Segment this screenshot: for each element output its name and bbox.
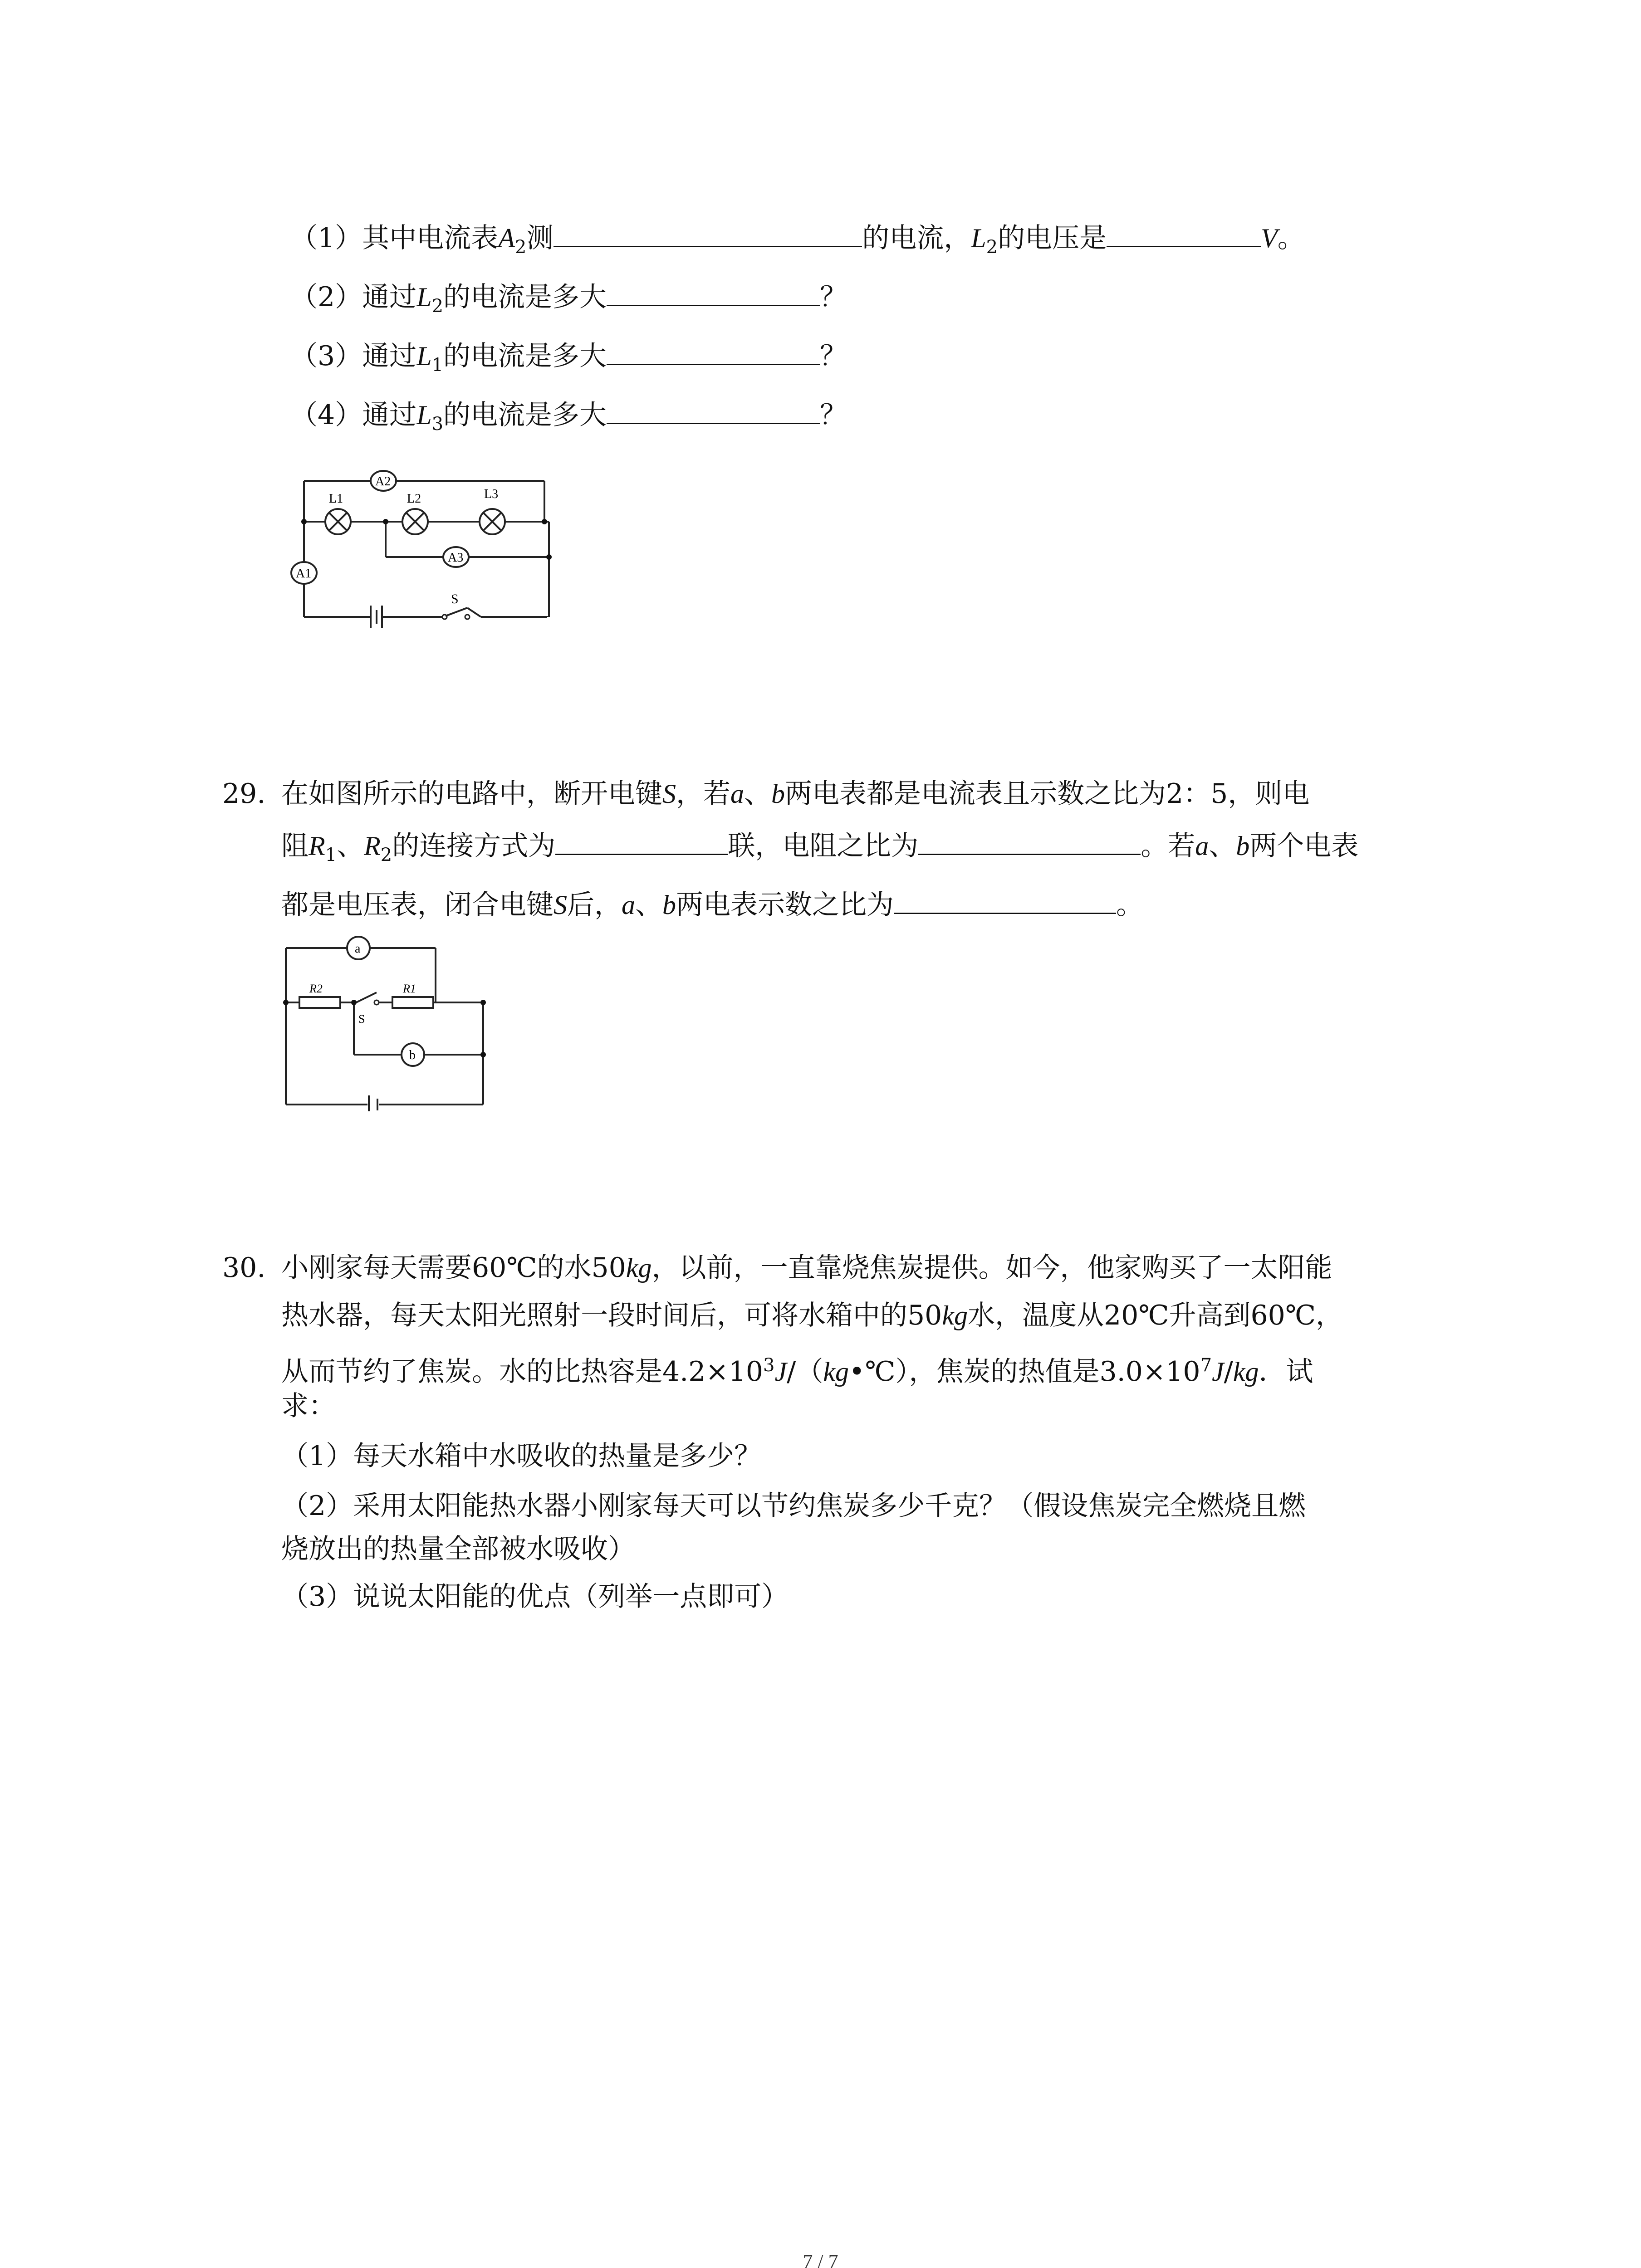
answer-blank-l3-current[interactable] <box>607 395 820 424</box>
q28-part1: （1）其中电流表$A_2$测 的电流，$L_2$的电压是 V。 <box>290 218 1305 265</box>
ammeter-a1 <box>291 562 317 584</box>
svg-text:L2: L2 <box>407 492 421 506</box>
q28-part3: （3）通过$L_1$的电流是多大 ？ <box>290 336 847 383</box>
answer-blank-resistance-ratio[interactable] <box>918 826 1141 855</box>
battery-symbol <box>371 606 382 628</box>
q29-line1: 29. 在如图所示的电路中，断开电键S，若a、b两电表都是电流表且示数之比为2：5，则电 <box>222 778 1310 810</box>
lamp-l2 <box>402 492 428 534</box>
q29-line3: 都是电压表，闭合电键S后，a、b两电表示数之比为 。 <box>281 885 1143 923</box>
meter-a <box>347 937 370 959</box>
svg-text:S: S <box>451 591 459 606</box>
svg-text:L3: L3 <box>484 487 499 501</box>
q30-part2-line2: 烧放出的热量全部被水吸收） <box>281 1533 635 1565</box>
battery-symbol <box>369 1095 377 1111</box>
q28-part2: （2）通过$L_2$的电流是多大 ？ <box>290 277 847 324</box>
q30-part2-line1: （2）采用太阳能热水器小刚家每天可以节约焦炭多少千克？（假设焦炭完全燃烧且燃 <box>281 1490 1306 1522</box>
answer-blank-connection-type[interactable] <box>555 826 728 855</box>
svg-text:A1: A1 <box>296 567 312 581</box>
q30-line4: 求： <box>281 1390 336 1422</box>
q30-part1: （1）每天水箱中水吸收的热量是多少？ <box>281 1440 762 1472</box>
q30-line1: 30. 小刚家每天需要60℃的水50kg，以前，一直靠烧焦炭提供。如今，他家购买了一太阳能 <box>222 1252 1332 1284</box>
svg-text:R1: R1 <box>403 982 416 995</box>
answer-blank-voltmeter-ratio[interactable] <box>894 885 1116 914</box>
answer-blank-l1-current[interactable] <box>607 336 820 365</box>
resistor-r1 <box>392 982 433 1008</box>
q30-line2: 热水器，每天太阳光照射一段时间后，可将水箱中的50kg水，温度从20℃升高到60℃， <box>281 1300 1343 1331</box>
svg-text:a: a <box>355 942 361 956</box>
lamp-l3 <box>480 487 505 534</box>
page-number: 7 / 7 <box>803 2250 838 2268</box>
answer-blank-a2-measures[interactable] <box>554 218 862 247</box>
q28-circuit-diagram <box>281 463 563 644</box>
q29-line2: 阻$R_1$、$R_2$的连接方式为 联，电阻之比为 。若a、b两个电表 <box>281 826 1358 873</box>
q28-part4: （4）通过$L_3$的电流是多大 ？ <box>290 395 847 442</box>
q29-circuit-diagram <box>281 934 495 1111</box>
q30-line3: 从而节约了焦炭。水的比热容是$4.2\times 10^3J/(kg•℃)$，焦炭的热值是$3.0\times 10^7J/kg$．试 <box>281 1355 1313 1388</box>
switch-s <box>442 591 470 619</box>
ammeter-a2 <box>371 471 396 491</box>
meter-b <box>402 1043 424 1066</box>
ammeter-a3 <box>443 547 469 567</box>
svg-text:R2: R2 <box>309 982 323 995</box>
svg-text:L1: L1 <box>329 492 343 506</box>
q30-part3: （3）说说太阳能的优点（列举一点即可） <box>281 1581 789 1613</box>
answer-blank-l2-current[interactable] <box>607 277 820 306</box>
answer-blank-l2-voltage[interactable] <box>1107 218 1261 247</box>
svg-text:S: S <box>358 1012 365 1026</box>
switch-s <box>356 992 379 1026</box>
svg-text:A3: A3 <box>448 551 464 565</box>
resistor-r2 <box>299 982 340 1008</box>
svg-text:b: b <box>409 1048 416 1062</box>
svg-text:A2: A2 <box>375 474 391 489</box>
lamp-l1 <box>325 492 351 534</box>
